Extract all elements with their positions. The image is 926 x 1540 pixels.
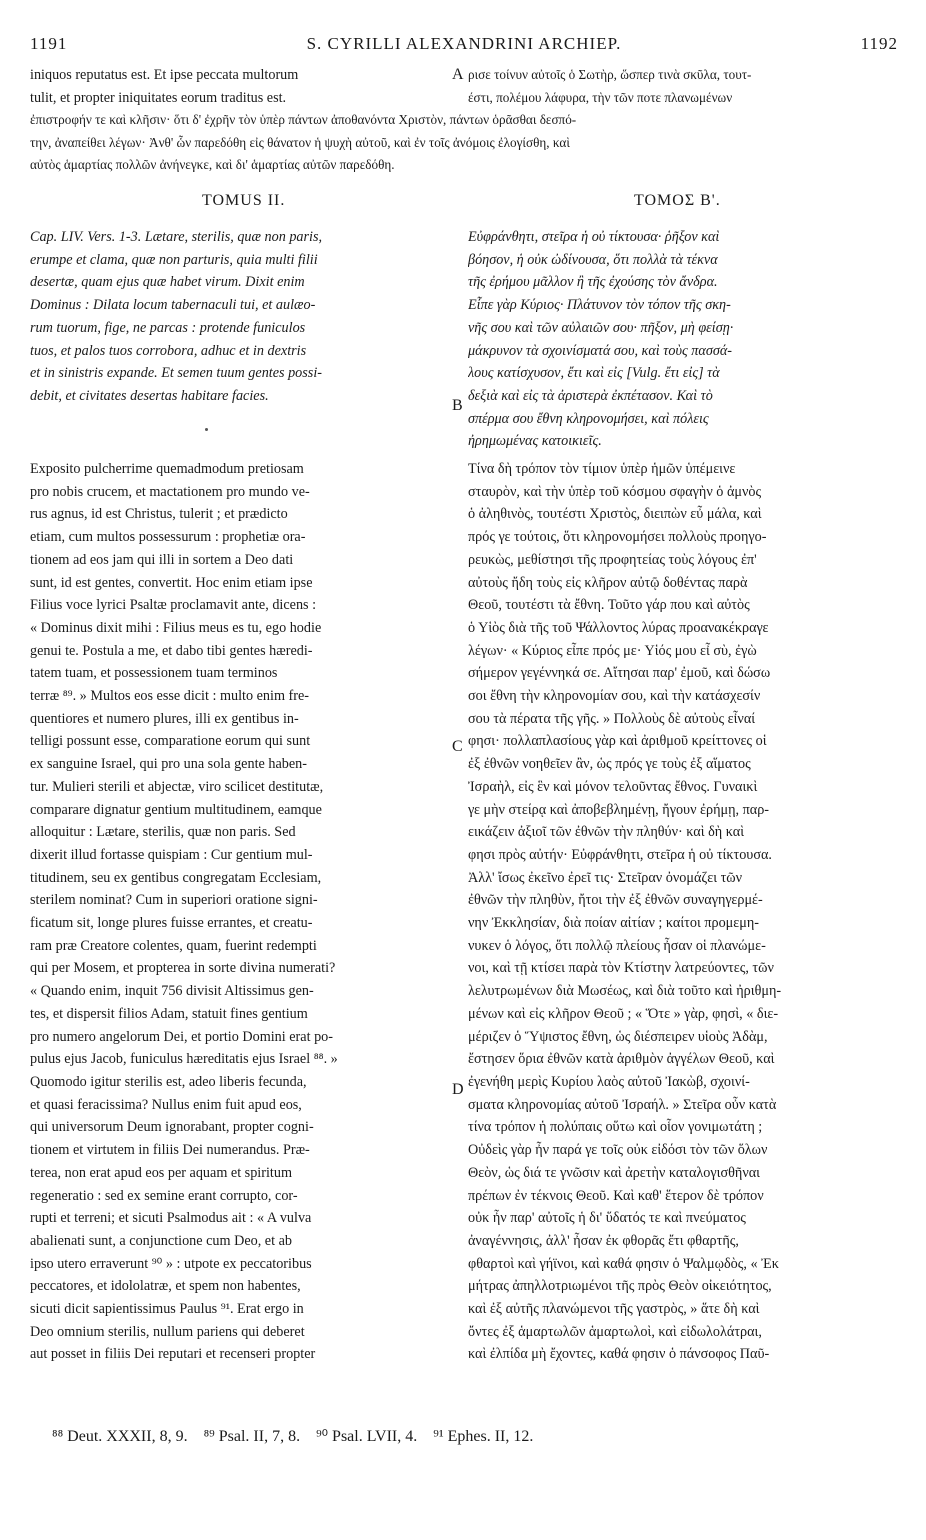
page-number-right: 1192: [860, 34, 898, 53]
margin-mark-a: A: [452, 66, 464, 83]
greek-commentary-text: Τίνα δὴ τρόπον τὸν τίμιον ὑπὲρ ἡμῶν ὑπέμεινε σταυρὸν, καὶ τὴν ὑπὲρ τοῦ κόσμου σφαγὴν ὁ ἀμνὸς ὁ ἀληθινὸς, τουτέστι Χριστὸς, διειπὼν εὖ μάλα, καὶ πρός γε τούτοις, ὅτι κληρονομήσει πολλοὺς προηγο- ρευκὼς, μεθίστησι τῆς προφητείας τοὺς λόγους ἐπ' αὐτοὺς ἤδη τοὺς εἰς κλῆρον αὐτῷ δοθέντας παρὰ Θεοῦ, τουτέστι τὰ ἔθνη. Τοῦτο γάρ που καὶ αὐτὸς ὁ Υἱὸς διὰ τῆς τοῦ Ψάλλοντος λύρας προανακέκραγε λέγων· « Κύριος εἶπε πρός με· Υἱός μου εἶ σὺ, ἐγὼ σήμερον γεγέννηκά σε. Αἴτησαι παρ' ἐμοῦ, καὶ δώσω σοι ἔθνη τὴν κληρονομίαν σου, καὶ τὴν κατάσχεσίν σου τὰ πέρατα τῆς γῆς. » Πολλοὺς δὲ αὐτοὺς εἶναί φησι· πολλαπλασίους γὰρ καὶ ἀριθμοῦ κρείττονες οἱ ἐξ ἐθνῶν νοηθεῖεν ἂν, ὡς πρός γε τοὺς ἐξ αἵματος Ἰσραὴλ, εἰς ἓν καὶ μόνον τελοῦντας ἔθνος. Γυναικὶ γε μὴν στείρᾳ καὶ ἀποβεβλημένῃ, ἤγουν ἐρήμῃ, παρ- εικάζειν ἀξιοῖ τῶν ἐθνῶν τὴν πληθύν· καὶ δὴ καὶ φησι πρὸς αὐτήν· Εὐφράνθητι, στεῖρα ἡ οὐ τίκτουσα. Ἀλλ' ἴσως ἐκεῖνο ἐρεῖ τις· Στεῖραν ὀνομάζει τῶν ἐθνῶν τὴν πληθὺν, ἤτοι τὴν ἐξ ἐθνῶν συναγηγερμέ- νην Ἐκκλησίαν, διὰ ποίαν αἰτίαν ; καίτοι προμεμη- νυκεν ὁ λόγος, ὅτι πολλῷ πλείους ἦσαν οἱ πλανώμε- νοι, καὶ τῇ κτίσει παρὰ τὸν Κτίστην λατρεύοντες, τῶν λελυτρωμένων διὰ Μωσέως, καὶ διὰ τοῦτο καὶ ἠριθμη- μένων καὶ εἰς κλῆρον Θεοῦ ; « Ὅτε » γὰρ, φησὶ, « διε- μέριζεν ὁ Ὕψιστος ἔθνη, ὡς διέσπειρεν υἱοὺς Ἀδὰμ, ἔστησεν ὅρια ἐθνῶν κατὰ ἀριθμὸν ἀγγέλων Θεοῦ, καὶ ἐγενήθη μερὶς Κυρίου λαὸς αὐτοῦ Ἰακὼβ, σχοινί- σματα κληρονομίας αὐτοῦ Ἰσραήλ. » Στεῖρα οὖν κατὰ τίνα τρόπον ἡ πολύπαις οὕτω καὶ οἷον γονιμωτάτη ; Οὐδεὶς γὰρ ἦν παρά γε τοῖς οὐκ εἰδόσι τὸν τῶν ὅλων Θεὸν, ὡς διά τε γνῶσιν καὶ ἀρετὴν καταλογισθῆναι πρέπων ἐν τέκνοις Θεοῦ. Καὶ καθ' ἕτερον δὲ τρόπον οὐκ ἦν παρ' αὐτοῖς ἡ δι' ὕδατός τε καὶ πνεύματος ἀναγέννησις, ἀλλ' ἦσαν ἐκ φθορᾶς ἔτι φθαρτῆς, φθαρτοὶ καὶ γήϊνοι, καὶ καθά φησιν ὁ Ψαλμῳδὸς, « Ἐκ μήτρας ἀπηλλοτριωμένοι τῆς πρὸς Θεὸν οἰκειότητος, καὶ ἐξ αὐτῆς πλανώμενοι τῆς γαστρὸς, » ἅτε δὴ καὶ ὄντες ἐξ ἁμαρτωλῶν ἁμαρτωλοὶ, καὶ εἰδωλολάτραι, καὶ ἐλπίδα μὴ ἔχοντες, καθά φησιν ὁ πάνσοφος Παῦ-: [468, 461, 782, 1363]
footnotes: ⁸⁸ Deut. XXXII, 8, 9. ⁸⁹ Psal. II, 7, 8. ⁹⁰ Psal. LVII, 4. ⁹¹ Ephes. II, 12.: [52, 1428, 534, 1445]
page-number-left: 1191: [30, 34, 68, 53]
latin-commentary-text: Exposito pulcherrime quemadmodum pretiosam pro nobis crucem, et mactationem pro mundo ve- rus agnus, id est Christus, tulerit ; et prædicto etiam, cum multos possessurum : prophetiæ ora- tionem ad eos jam qui illi in sortem a Deo dati sunt, id est gentes, convertit. Hoc enim etiam ipse Filius voce lyrici Psaltæ proclamavit ante, dicens : « Dominus dixit mihi : Filius meus es tu, ego hodie genui te. Postula a me, et dabo tibi gentes hæredi- tatem tuam, et possessionem tuam terminos terræ ⁸⁹. » Multos eos esse dicit : multo enim fre- quentiores et numero plures, illi ex gentibus in- telligi possunt esse, comparatione eorum qui sunt ex sanguine Israel, qui pro una sola gente haben- tur. Mulieri sterili et abjectæ, viro scilicet destitutæ, comparare dignatur gentium multitudinem, eamque alloquitur : Lætare, sterilis, quæ non paris. Sed dixerit illud fortasse quispiam : Cur gentium mul- titudinem, seu ex gentibus congregatam Ecclesiam, sterilem nominat? Cum in superiori oratione signi- ficatum sit, longe plures fuisse errantes, et creatu- ram præ Creatore colentes, quam, fuerint redempti qui per Mosem, et propterea in sorte divina numerati? « Quando enim, inquit 756 divisit Altissimus gen- tes, et dispersit filios Adam, statuit fines gentium pro numero angelorum Dei, et portio Domini erat po- pulus ejus Jacob, funiculus hæreditatis ejus Israel ⁸⁸. » Quomodo igitur sterilis est, adeo liberis fecunda, et quasi feracissima? Nullus enim fuit apud eos, qui universorum Deum ignorabant, propter cogni- tionem et virtutem in filiis Dei numerandus. Præ- terea, non erat apud eos per aquam et spiritum regeneratio : sed ex semine erant corrupto, cor- rupti et terreni; et sicuti Psalmodus ait : « A vulva abalienati sunt, a conjunctione cum Deo, et ab ipso utero erraverunt ⁹⁰ » : utpote ex peccatoribus peccatores, et idololatræ, et spem non habentes, sicuti dicit sapientissimus Paulus ⁹¹. Erat ergo in Deo omnium sterilis, nullum pariens qui deberet aut posset in filiis Dei reputari et recenseri propter: [30, 461, 338, 1363]
margin-mark-c: C: [452, 738, 463, 755]
running-title: S. CYRILLI ALEXANDRINI ARCHIEP.: [306, 34, 622, 53]
intro-greek-full-width: ἐπιστροφήν τε καὶ κλῆσιν· ὅτι δ' ἐχρῆν τὸν ὑπὲρ πάντων ἀποθανόντα Χριστὸν, πάντων ὁρᾶσθαι δεσπό- την, ἀναπείθει λέγων· Ἀνθ' ὧν παρεδόθη εἰς θάνατον ἡ ψυχὴ αὐτοῦ, καὶ ἐν τοῖς ἀνόμοις ἐλογίσθη, καὶ αὐτὸς ἁμαρτίας πολλῶν ἀνήνεγκε, καὶ δι' ἁμαρτίας αὐτῶν παρεδόθη.: [30, 112, 577, 173]
greek-verse-text: Εὐφράνθητι, στεῖρα ἡ οὐ τίκτουσα· ῥῆξον καὶ βόησον, ἡ οὐκ ὠδίνουσα, ὅτι πολλὰ τὰ τέκνα τῆς ἐρήμου μᾶλλον ἢ τῆς ἐχούσης τὸν ἄνδρα. Εἶπε γὰρ Κύριος· Πλάτυνον τὸν τόπον τῆς σκη- νῆς σου καὶ τῶν αὐλαιῶν σου· πῆξον, μὴ φείσῃ· μάκρυνον τὰ σχοινίσματά σου, καὶ τοὺς πασσά- λους κατίσχυσον, ἔτι καὶ εἰς [Vulg. ἔτι εἰς] τὰ δεξιὰ καὶ εἰς τὰ ἀριστερὰ ἐκπέτασον. Καὶ τὸ σπέρμα σου ἔθνη κληρονομήσει, καὶ πόλεις ἠρημωμένας κατοικιεῖς.: [468, 229, 734, 450]
intro-greek-text: ρισε τοίνυν αὐτοῖς ὁ Σωτὴρ, ὥσπερ τινὰ σκῦλα, τουτ- έστι, πολέμου λάφυρα, τὴν τῶν ποτε πλανωμένων: [468, 67, 752, 105]
latin-section-title: TOMUS II.: [202, 192, 286, 209]
running-header: [30, 34, 898, 56]
margin-mark-b: B: [452, 397, 463, 414]
latin-verse-text: Cap. LIV. Vers. 1-3. Lætare, sterilis, quæ non paris, erumpe et clama, quæ non parturis, quia multi filii desertæ, quam ejus quæ habet virum. Dixit enim Dominus : Dilata locum tabernaculi tui, et aulæo- rum tuorum, fige, ne parcas : protende funiculos tuos, et palos tuos corrobora, adhuc et in dextris et in sinistris expande. Et semen tuum gentes possi- debit, et civitates desertas habitare facies.: [30, 229, 323, 404]
greek-section-title: ΤΟΜΟΣ Β'.: [634, 192, 721, 209]
intro-latin-text: iniquos reputatus est. Et ipse peccata multorum tulit, et propter iniquitates eorum traditus est.: [30, 67, 299, 106]
margin-mark-d: D: [452, 1081, 464, 1098]
separator-dot: [205, 428, 208, 431]
